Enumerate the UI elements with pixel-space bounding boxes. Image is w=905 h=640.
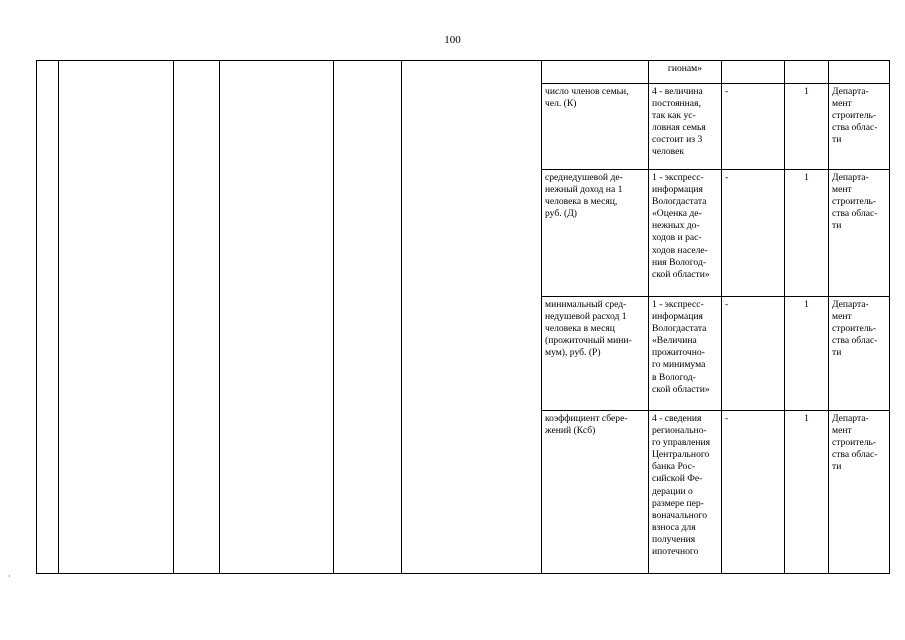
indicator-cell: число членов семьи, чел. (К) xyxy=(542,84,649,170)
column-2-cell xyxy=(59,61,174,574)
responsible-cell: Департа- мент строитель- ства облас- ти xyxy=(829,297,890,411)
responsible-cell xyxy=(829,61,890,84)
column-9-cell: - xyxy=(722,411,785,574)
responsible-cell: Департа- мент строитель- ства облас- ти xyxy=(829,84,890,170)
source-cell: 1 - экспресс- информация Вологдастата «Величина прожиточно- го минимума в Вологод- ской области» xyxy=(649,297,722,411)
column-6-cell xyxy=(402,61,542,574)
column-9-cell: - xyxy=(722,84,785,170)
column-5-cell xyxy=(334,61,402,574)
column-4-cell xyxy=(220,61,334,574)
responsible-cell: Департа- мент строитель- ства облас- ти xyxy=(829,170,890,297)
column-9-cell: - xyxy=(722,170,785,297)
indicator-cell: минимальный сред- недушевой расход 1 человека в месяц (прожиточный мини- мум), руб. (Р) xyxy=(542,297,649,411)
scan-speck: · xyxy=(8,572,11,581)
source-cell: 4 - сведения регионально- го управления Центрального банка Рос- сийской Фе- дерации о размере пер- воначального взноса для получения ипотечного xyxy=(649,411,722,574)
column-10-cell: 1 xyxy=(785,297,829,411)
source-cell: 1 - экспресс- информация Вологдастата «Оценка де- нежных до- ходов и рас- ходов населе- ния Вологод- ской области» xyxy=(649,170,722,297)
column-1-cell xyxy=(37,61,59,574)
column-10-cell: 1 xyxy=(785,170,829,297)
responsible-cell: Департа- мент строитель- ства облас- ти xyxy=(829,411,890,574)
column-9-cell: - xyxy=(722,297,785,411)
column-9-cell xyxy=(722,61,785,84)
indicators-table xyxy=(36,60,890,574)
column-3-cell xyxy=(174,61,220,574)
indicator-cell: среднедушевой де- нежный доход на 1 человека в месяц, руб. (Д) xyxy=(542,170,649,297)
page-number: 100 xyxy=(444,34,461,46)
source-cell: гионам» xyxy=(649,61,722,84)
indicator-cell xyxy=(542,61,649,84)
table-row-continuation xyxy=(37,61,890,84)
column-10-cell: 1 xyxy=(785,84,829,170)
source-cell: 4 - величина постоянная, так как ус- ловная семья состоит из 3 человек xyxy=(649,84,722,170)
column-10-cell: 1 xyxy=(785,411,829,574)
indicator-cell: коэффициент сбере- жений (Ксб) xyxy=(542,411,649,574)
column-10-cell xyxy=(785,61,829,84)
